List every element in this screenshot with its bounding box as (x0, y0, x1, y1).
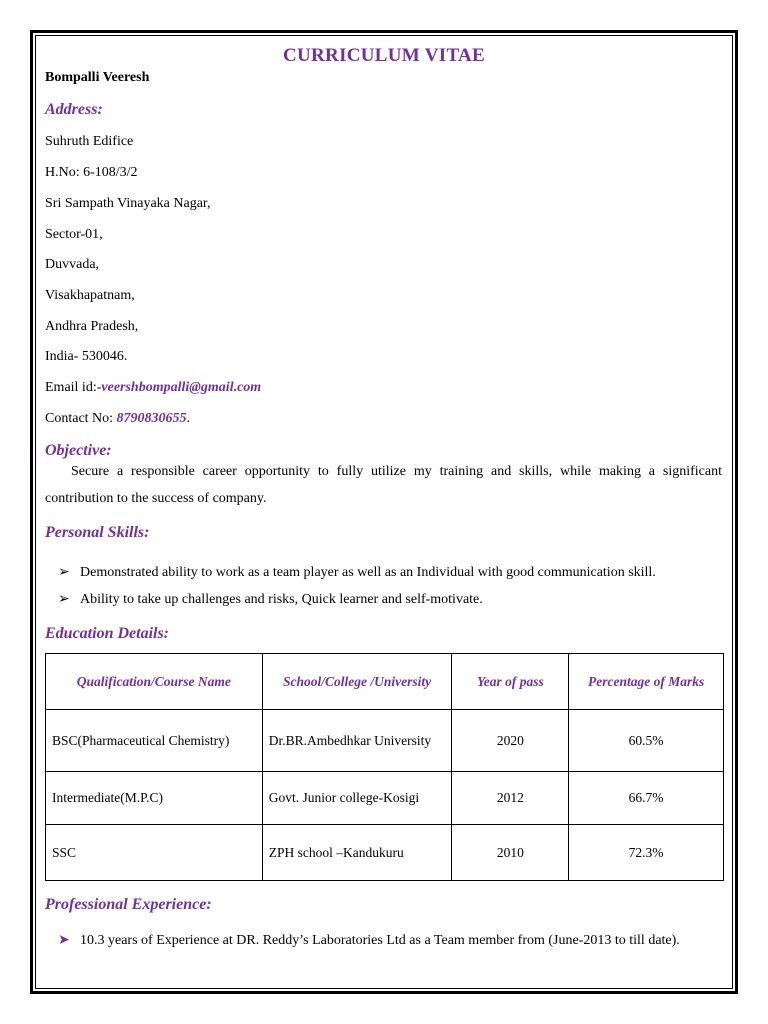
contact-label: Contact No: (45, 411, 117, 426)
document-title: CURRICULUM VITAE (282, 45, 486, 66)
skill-item (58, 564, 656, 581)
education-table (45, 653, 724, 881)
table-cell: 66.7% (569, 772, 724, 825)
email-link[interactable]: veershbompalli@gmail.com (101, 380, 262, 395)
contact-row (45, 411, 190, 427)
address-line: India- 530046. (45, 349, 128, 364)
table-cell: 2020 (452, 710, 569, 772)
experience-item (58, 927, 722, 954)
address-line: Sector-01, (45, 227, 103, 242)
table-header-cell: Year of pass (452, 654, 569, 710)
address-line: Visakhapatnam, (45, 288, 135, 303)
objective-heading: Objective: (45, 442, 112, 459)
skill-item (58, 591, 483, 608)
experience-heading: Professional Experience: (45, 896, 212, 913)
candidate-name: Bompalli Veeresh (45, 70, 150, 85)
table-row (46, 825, 724, 881)
table-cell: Intermediate(M.P.C) (46, 772, 263, 825)
table-row (46, 710, 724, 772)
table-cell: 2010 (452, 825, 569, 881)
table-header-cell: School/College /University (262, 654, 452, 710)
address-line: Duvvada, (45, 257, 100, 272)
address-heading: Address: (45, 101, 103, 118)
arrow-bullet-icon: ➢ (58, 565, 70, 580)
experience-text: 10.3 years of Experience at DR. Reddy’s Laboratories Ltd as a Team member from (June-2013 to till date). (80, 933, 680, 948)
address-line: Suhruth Edifice (45, 134, 134, 149)
arrow-bullet-icon: ➤ (58, 933, 70, 948)
table-row (46, 772, 724, 825)
table-header-cell: Percentage of Marks (569, 654, 724, 710)
contact-number: 8790830655 (116, 411, 187, 426)
email-row (45, 380, 261, 396)
table-cell: 60.5% (569, 710, 724, 772)
table-cell: SSC (46, 825, 263, 881)
email-label: Email id:- (45, 380, 102, 395)
address-line: H.No: 6-108/3/2 (45, 165, 138, 180)
table-cell: BSC(Pharmaceutical Chemistry) (46, 710, 263, 772)
table-cell: 2012 (452, 772, 569, 825)
education-heading: Education Details: (45, 625, 170, 642)
skills-heading: Personal Skills: (45, 524, 150, 541)
skill-text: Demonstrated ability to work as a team player as well as an Individual with good communication skill. (80, 565, 656, 580)
address-line: Andhra Pradesh, (45, 319, 139, 334)
table-cell: Govt. Junior college-Kosigi (262, 772, 452, 825)
table-cell: Dr.BR.Ambedhkar University (262, 710, 452, 772)
table-header-cell: Qualification/Course Name (46, 654, 263, 710)
table-cell: ZPH school –Kandukuru (262, 825, 452, 881)
address-line: Sri Sampath Vinayaka Nagar, (45, 196, 211, 211)
contact-suffix: . (186, 411, 191, 426)
skill-text: Ability to take up challenges and risks, Quick learner and self-motivate. (80, 592, 483, 607)
objective-text: Secure a responsible career opportunity to fully utilize my training and skills, while making a significant contribution to the success of company. (45, 464, 722, 506)
table-header-row (46, 654, 724, 710)
arrow-bullet-icon: ➢ (58, 592, 70, 607)
table-cell: 72.3% (569, 825, 724, 881)
